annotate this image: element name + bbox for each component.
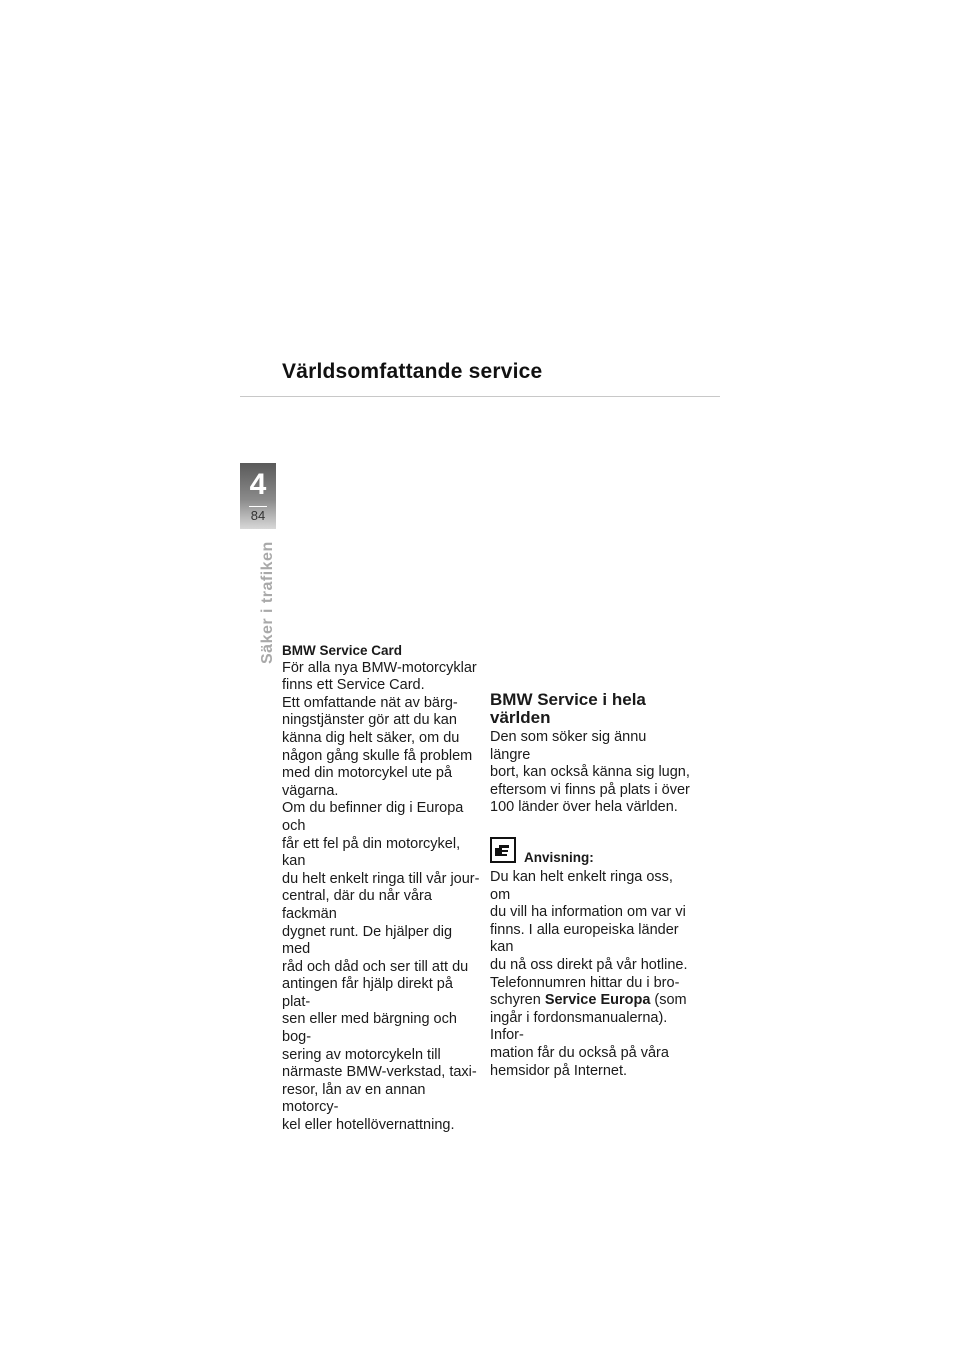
worldwide-heading: BMW Service i hela världen	[490, 690, 646, 727]
service-card-heading: BMW Service Card	[282, 643, 403, 658]
page-title: Världsomfattande service	[282, 360, 543, 383]
note-title: Anvisning:	[524, 849, 594, 865]
chapter-divider	[249, 506, 267, 507]
chapter-tab	[240, 463, 276, 529]
page-number: 84	[250, 508, 266, 523]
title-divider	[240, 396, 720, 397]
note-hand-icon	[490, 837, 516, 863]
service-card-text: För alla nya BMW-motorcyklar finns ett Service Card. Ett omfattande nät av bärg- ningstjänster gör att du kan känna dig helt säker, om du någon gång skulle få problem med din motorcykel ute på vägarna. Om du befinner dig i Europa och får ett fel på din motorcykel, kan du helt enkelt ringa till vår jour- central, där du når våra fackmän dygnet runt. De hjälper dig med råd och dåd och ser till att du antingen får hjälp direkt på plat- sen eller med bärgning och bog- sering av motorcykeln till närmaste BMW-verkstad, taxi- resor, lån av en annan motorcy- kel eller hotellövernattning.	[282, 659, 480, 1134]
left-column	[282, 642, 482, 1135]
right-column	[490, 691, 690, 1080]
note-text	[490, 869, 690, 1080]
worldwide-text: Den som söker sig ännu längre bort, kan också känna sig lugn, eftersom vi finns på plats i över 100 länder över hela världen.	[490, 729, 690, 816]
note-text-start: Du kan helt enkelt ringa oss, om du vill ha information om var vi finns. I alla europeiska länder kan du nå oss direkt på vår hotline. Telefonnumren hittar du i bro- schyren	[490, 868, 688, 1009]
note-text-end: (som ingår i fordonsmanualerna). Infor- mation får du också på våra hemsidor på Internet.	[490, 992, 687, 1079]
note-block	[490, 835, 690, 1080]
chapter-number: 4	[249, 468, 267, 501]
brochure-name: Service Europa	[544, 992, 651, 1009]
section-label: Säker i trafiken	[259, 541, 276, 664]
